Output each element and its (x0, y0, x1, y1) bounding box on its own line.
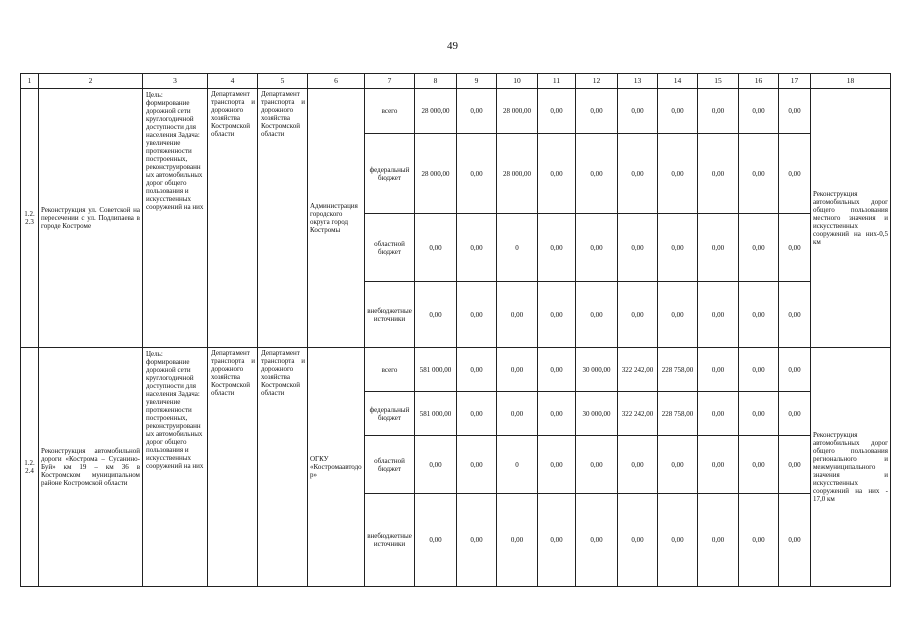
funding-value-cell: 0,00 (698, 494, 739, 587)
funding-source-cell: федеральный бюджет (365, 134, 415, 214)
funding-value-cell: 0,00 (457, 89, 497, 134)
project-code-cell: 1.2.2.3 (21, 89, 39, 348)
funding-value-cell: 0,00 (457, 214, 497, 282)
funding-value-cell: 0,00 (415, 436, 457, 494)
funding-value-cell: 0,00 (415, 282, 457, 348)
funding-value-cell: 0,00 (576, 282, 618, 348)
funding-value-cell: 0,00 (658, 214, 698, 282)
project-goal-cell: Цель: формирование дорожной сети круглогодичной доступности для населения Задача: увеличение протяженности построенных, реконструированных автомобильных дорог общего пользования и искусственных сооружений на них (143, 89, 208, 348)
funding-value-cell: 0,00 (618, 134, 658, 214)
funding-value-cell: 0,00 (779, 392, 811, 436)
funding-value-cell: 0,00 (658, 282, 698, 348)
funding-value-cell: 0,00 (698, 214, 739, 282)
funding-value-cell: 322 242,00 (618, 348, 658, 392)
funding-value-cell: 0,00 (739, 89, 779, 134)
project-goal-cell: Цель: формирование дорожной сети круглогодичной доступности для населения Задача: увеличение протяженности построенных, реконструированных автомобильных дорог общего пользования и искусственных сооружений на них (143, 348, 208, 587)
funding-source-cell: всего (365, 89, 415, 134)
funding-value-cell: 0,00 (618, 436, 658, 494)
funding-value-cell: 0,00 (739, 134, 779, 214)
column-number-cell: 14 (658, 74, 698, 89)
funding-value-cell: 0,00 (538, 89, 576, 134)
funding-value-cell: 0,00 (698, 89, 739, 134)
funding-value-cell: 0,00 (576, 89, 618, 134)
funding-value-cell: 0,00 (576, 436, 618, 494)
funding-value-cell: 0,00 (457, 348, 497, 392)
funding-source-cell: областной бюджет (365, 436, 415, 494)
funding-value-cell: 0,00 (497, 392, 538, 436)
column-number-cell: 2 (39, 74, 143, 89)
column-number-cell: 13 (618, 74, 658, 89)
funding-value-cell: 0,00 (415, 494, 457, 587)
funding-value-cell: 0,00 (618, 89, 658, 134)
funding-value-cell: 0,00 (497, 348, 538, 392)
funding-value-cell: 0,00 (698, 282, 739, 348)
funding-value-cell: 0,00 (457, 282, 497, 348)
funding-value-cell: 30 000,00 (576, 392, 618, 436)
funding-value-cell: 0,00 (618, 282, 658, 348)
funding-value-cell: 0,00 (698, 348, 739, 392)
page-number: 49 (447, 40, 458, 52)
funding-value-cell: 0,00 (779, 282, 811, 348)
funding-source-cell: федеральный бюджет (365, 392, 415, 436)
project-name-cell: Реконструкция автомобильной дороги «Кострома – Сусанино-Буй» км 19 – км 36 в Костромском муниципальном районе Костромской области (39, 348, 143, 587)
column-number-cell: 10 (497, 74, 538, 89)
column-number-cell: 5 (258, 74, 308, 89)
program-table (20, 73, 891, 587)
funding-value-cell: 28 000,00 (415, 134, 457, 214)
column-number-cell: 6 (308, 74, 365, 89)
funding-value-cell: 28 000,00 (497, 134, 538, 214)
column-number-cell: 1 (21, 74, 39, 89)
funding-value-cell: 0,00 (779, 214, 811, 282)
column-number-cell: 12 (576, 74, 618, 89)
funding-value-cell: 0,00 (618, 214, 658, 282)
funding-value-cell: 0,00 (779, 89, 811, 134)
funding-value-cell: 228 758,00 (658, 348, 698, 392)
funding-value-cell: 0,00 (779, 134, 811, 214)
funding-value-cell: 581 000,00 (415, 392, 457, 436)
funding-value-cell: 0,00 (658, 89, 698, 134)
funding-value-cell: 0 (497, 436, 538, 494)
funding-value-cell: 0,00 (538, 282, 576, 348)
funding-value-cell: 30 000,00 (576, 348, 618, 392)
column-number-cell: 18 (811, 74, 891, 89)
funding-value-cell: 0,00 (538, 436, 576, 494)
funding-value-cell: 0,00 (779, 348, 811, 392)
project-coexecutor-cell: Департамент транспорта и дорожного хозяйства Костромской области (258, 89, 308, 348)
funding-source-cell: внебюджетные источники (365, 282, 415, 348)
funding-source-cell: всего (365, 348, 415, 392)
funding-value-cell: 0,00 (538, 348, 576, 392)
funding-value-cell: 0,00 (698, 134, 739, 214)
funding-value-cell: 0,00 (538, 392, 576, 436)
project-coexecutor-cell: Департамент транспорта и дорожного хозяйства Костромской области (258, 348, 308, 587)
funding-value-cell: 0,00 (698, 436, 739, 494)
funding-value-cell: 0,00 (457, 134, 497, 214)
table-row (21, 89, 891, 134)
column-number-row (21, 74, 891, 89)
funding-value-cell: 0,00 (658, 494, 698, 587)
funding-value-cell: 28 000,00 (497, 89, 538, 134)
project-executor-cell: Департамент транспорта и дорожного хозяйства Костромской области (208, 348, 258, 587)
funding-value-cell: 0,00 (538, 134, 576, 214)
funding-value-cell: 0,00 (779, 494, 811, 587)
table-body (21, 74, 891, 587)
funding-source-cell: внебюджетные источники (365, 494, 415, 587)
funding-value-cell: 0,00 (538, 494, 576, 587)
project-code-cell: 1.2.2.4 (21, 348, 39, 587)
funding-value-cell: 0,00 (497, 282, 538, 348)
funding-value-cell: 0,00 (739, 436, 779, 494)
column-number-cell: 16 (739, 74, 779, 89)
funding-value-cell: 0,00 (497, 494, 538, 587)
project-result-cell: Реконструкция автомобильных дорог общего пользования местного значения и искусственных сооружений на них-0,5 км (811, 89, 891, 348)
project-result-cell: Реконструкция автомобильных дорог общего пользования регионального и межмуниципального значения и искусственных сооружений на них - 17,0 км (811, 348, 891, 587)
column-number-cell: 15 (698, 74, 739, 89)
funding-value-cell: 0,00 (457, 494, 497, 587)
column-number-cell: 9 (457, 74, 497, 89)
funding-value-cell: 0,00 (538, 214, 576, 282)
funding-value-cell: 0,00 (457, 436, 497, 494)
funding-value-cell: 28 000,00 (415, 89, 457, 134)
column-number-cell: 7 (365, 74, 415, 89)
funding-value-cell: 0,00 (415, 214, 457, 282)
funding-value-cell: 322 242,00 (618, 392, 658, 436)
funding-value-cell: 581 000,00 (415, 348, 457, 392)
project-participant-cell: ОГКУ «Костромаавтодор» (308, 348, 365, 587)
funding-value-cell: 0,00 (576, 134, 618, 214)
funding-value-cell: 228 758,00 (658, 392, 698, 436)
funding-value-cell: 0 (497, 214, 538, 282)
funding-value-cell: 0,00 (457, 392, 497, 436)
funding-value-cell: 0,00 (739, 392, 779, 436)
funding-value-cell: 0,00 (739, 214, 779, 282)
funding-value-cell: 0,00 (698, 392, 739, 436)
column-number-cell: 4 (208, 74, 258, 89)
column-number-cell: 11 (538, 74, 576, 89)
column-number-cell: 3 (143, 74, 208, 89)
funding-value-cell: 0,00 (658, 436, 698, 494)
project-executor-cell: Департамент транспорта и дорожного хозяйства Костромской области (208, 89, 258, 348)
table-row (21, 348, 891, 392)
funding-value-cell: 0,00 (739, 282, 779, 348)
funding-value-cell: 0,00 (576, 214, 618, 282)
funding-value-cell: 0,00 (658, 134, 698, 214)
funding-value-cell: 0,00 (739, 348, 779, 392)
funding-value-cell: 0,00 (576, 494, 618, 587)
project-name-cell: Реконструкция ул. Советской на пересечении с ул. Подлипаева в городе Костроме (39, 89, 143, 348)
project-participant-cell: Администрация городского округа город Костромы (308, 89, 365, 348)
funding-value-cell: 0,00 (739, 494, 779, 587)
column-number-cell: 8 (415, 74, 457, 89)
funding-value-cell: 0,00 (618, 494, 658, 587)
funding-value-cell: 0,00 (779, 436, 811, 494)
funding-source-cell: областной бюджет (365, 214, 415, 282)
column-number-cell: 17 (779, 74, 811, 89)
